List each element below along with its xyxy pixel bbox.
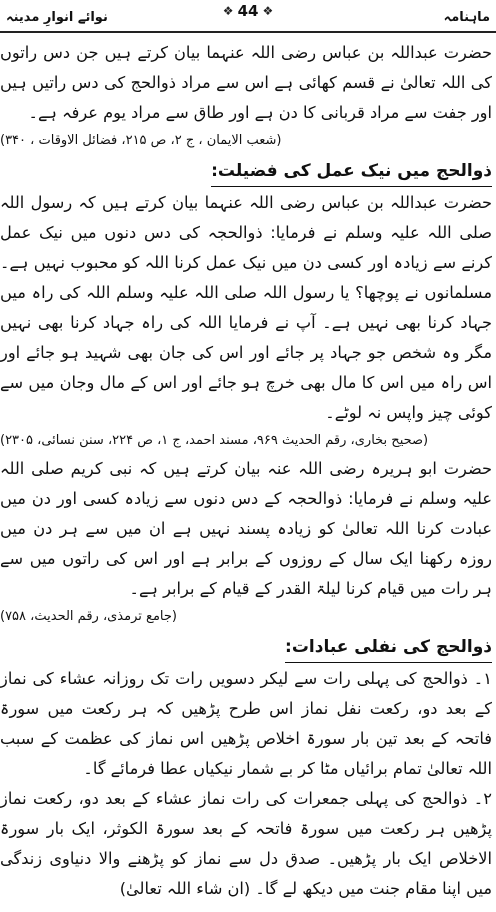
- reference: (جامع ترمذی، رقم الحدیث، ۷۵۸): [0, 609, 177, 624]
- journal-title: نوائے انوارِ مدینہ: [6, 9, 108, 25]
- ornament-icon: ❖: [222, 4, 234, 18]
- article-body: [0, 38, 496, 912]
- paragraph: حضرت ابو ہریرہ رضی اللہ عنہ بیان کرتے ہیں کہ نبی کریم صلی اللہ علیہ وسلم نے فرمایا: ذوالحجہ کے دس دنوں سے زیادہ کسی اور دن میں عبادت کرنا اللہ تعالیٰ کو زیادہ پسند نہیں ہے ان میں سے ہر دن میں روزہ رکھنا ایک سال کے روزوں کے برابر ہے اور اس کی راتوں میں سے ہر رات میں قیام کرنا لیلۃ القدر کے قیام کے برابر ہے۔: [0, 459, 492, 598]
- header-divider: [0, 31, 496, 33]
- paragraph: ۲۔ ذوالحج کی پہلی جمعرات کی رات نماز عشاء کے بعد دو، رکعت نماز پڑھیں ہر رکعت میں سورۃ فاتحہ کے بعد سورۃ الکوثر، ایک بار سورۃ الاخلاص ایک بار پڑھیں۔ صدق دل سے نماز کو پڑھنے والا دنیاوی زندگی میں اپنا مقام جنت میں دیکھ لے گا۔ (ان شاء اللہ تعالیٰ): [0, 789, 492, 898]
- ornament-icon: ❖: [262, 4, 274, 18]
- section-heading: ذوالحج کی نفلی عبادات:: [285, 633, 492, 663]
- paragraph: حضرت عبداللہ بن عباس رضی اللہ عنہما بیان کرتے ہیں جن دس راتوں کی اللہ تعالیٰ نے قسم کھائی ہے اس سے مراد ذوالحج کی دس راتیں ہیں اور جفت سے مراد قربانی کا دن ہے اور طاق سے مراد یوم عرفہ ہے۔: [0, 43, 492, 122]
- paragraph: حضرت عبداللہ بن عباس رضی اللہ عنہما بیان کرتے ہیں کہ رسول اللہ صلی اللہ علیہ وسلم نے فرمایا: ذوالحجہ کی دس دنوں میں نیک عمل کرنے سے زیادہ اور کسی دن میں نیک عمل کرنا اللہ کو محبوب نہیں ہے۔ مسلمانوں نے پوچھا؟ یا رسول اللہ صلی اللہ علیہ وسلم اللہ کی راہ میں جہاد کرنا بھی نہیں ہے۔ آپ نے فرمایا اللہ کی راہ جہاد کرنا بھی نہیں مگر وہ شخص جو جہاد پر جائے اور اس کی جان بھی شہید ہو جائے اور اس راہ میں اس کا مال بھی خرچ ہو جائے اور اس کے مال وجان میں سے کوئی چیز واپس نہ لوٹے۔: [0, 193, 492, 422]
- page-number-box: [223, 2, 273, 20]
- section-heading: ذوالحج میں نیک عمل کی فضیلت:: [211, 157, 492, 187]
- reference: (صحیح بخاری، رقم الحدیث ۹۶۹، مسند احمد، ج ۱، ص ۲۲۴، سنن نسائی، ۲۳۰۵): [0, 433, 429, 448]
- reference: (شعب الایمان ، ج ۲، ص ۲۱۵، فضائل الاوقات ، ۳۴۰): [0, 133, 282, 148]
- magazine-name: ماہنامہ: [443, 9, 490, 25]
- paragraph: ۱۔ ذوالحج کی پہلی رات سے لیکر دسویں رات تک روزانہ عشاء کی نماز کے بعد دو، رکعت نفل نماز اس طرح پڑھیں کہ ہر رکعت میں سورۃ فاتحہ کے بعد تین بار سورۃ اخلاص پڑھیں اس نماز کی عظمت کے سبب اللہ تعالیٰ تمام برائیاں مٹا کر بے شمار نیکیاں عطا فرمائے گا۔: [0, 669, 492, 778]
- page-number: 44: [237, 2, 259, 20]
